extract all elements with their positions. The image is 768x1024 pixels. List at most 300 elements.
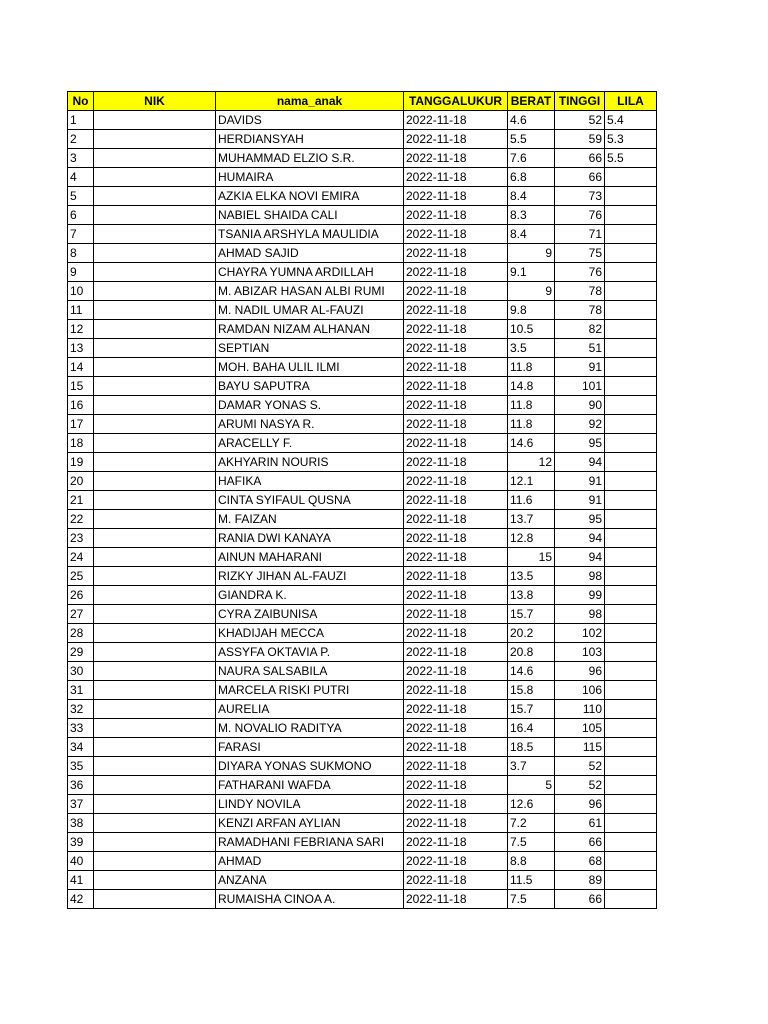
- cell-tanggalukur[interactable]: 2022-11-18: [404, 472, 508, 491]
- cell-nama-anak[interactable]: ASSYFA OKTAVIA P.: [216, 643, 404, 662]
- cell-tinggi[interactable]: 78: [555, 301, 605, 320]
- cell-no[interactable]: 6: [68, 206, 94, 225]
- cell-nik[interactable]: [94, 510, 216, 529]
- cell-berat[interactable]: 6.8: [508, 168, 555, 187]
- cell-nik[interactable]: [94, 282, 216, 301]
- cell-tanggalukur[interactable]: 2022-11-18: [404, 681, 508, 700]
- cell-nik[interactable]: [94, 890, 216, 909]
- cell-no[interactable]: 1: [68, 111, 94, 130]
- cell-tanggalukur[interactable]: 2022-11-18: [404, 833, 508, 852]
- cell-no[interactable]: 30: [68, 662, 94, 681]
- cell-no[interactable]: 14: [68, 358, 94, 377]
- header-nama-anak[interactable]: nama_anak: [216, 92, 404, 111]
- cell-nik[interactable]: [94, 567, 216, 586]
- cell-no[interactable]: 3: [68, 149, 94, 168]
- header-berat[interactable]: BERAT: [508, 92, 555, 111]
- cell-tanggalukur[interactable]: 2022-11-18: [404, 187, 508, 206]
- cell-nama-anak[interactable]: RIZKY JIHAN AL-FAUZI: [216, 567, 404, 586]
- cell-tinggi[interactable]: 91: [555, 358, 605, 377]
- cell-nama-anak[interactable]: DAVIDS: [216, 111, 404, 130]
- cell-nik[interactable]: [94, 757, 216, 776]
- cell-lila[interactable]: [605, 719, 657, 738]
- cell-nama-anak[interactable]: TSANIA ARSHYLA MAULIDIA: [216, 225, 404, 244]
- cell-nik[interactable]: [94, 263, 216, 282]
- cell-lila[interactable]: [605, 472, 657, 491]
- cell-tinggi[interactable]: 102: [555, 624, 605, 643]
- cell-berat[interactable]: 13.8: [508, 586, 555, 605]
- cell-tanggalukur[interactable]: 2022-11-18: [404, 510, 508, 529]
- cell-lila[interactable]: [605, 415, 657, 434]
- cell-nama-anak[interactable]: RAMADHANI FEBRIANA SARI: [216, 833, 404, 852]
- cell-tinggi[interactable]: 101: [555, 377, 605, 396]
- cell-nik[interactable]: [94, 852, 216, 871]
- cell-berat[interactable]: 11.8: [508, 396, 555, 415]
- cell-no[interactable]: 7: [68, 225, 94, 244]
- cell-tinggi[interactable]: 76: [555, 206, 605, 225]
- cell-tanggalukur[interactable]: 2022-11-18: [404, 339, 508, 358]
- cell-berat[interactable]: 9: [508, 244, 555, 263]
- cell-berat[interactable]: 15.8: [508, 681, 555, 700]
- cell-tinggi[interactable]: 51: [555, 339, 605, 358]
- cell-nama-anak[interactable]: SEPTIAN: [216, 339, 404, 358]
- cell-nik[interactable]: [94, 244, 216, 263]
- cell-lila[interactable]: [605, 434, 657, 453]
- cell-berat[interactable]: 15.7: [508, 700, 555, 719]
- cell-tinggi[interactable]: 103: [555, 643, 605, 662]
- cell-no[interactable]: 31: [68, 681, 94, 700]
- cell-lila[interactable]: [605, 643, 657, 662]
- cell-lila[interactable]: [605, 187, 657, 206]
- cell-berat[interactable]: 14.8: [508, 377, 555, 396]
- cell-lila[interactable]: [605, 605, 657, 624]
- cell-no[interactable]: 37: [68, 795, 94, 814]
- cell-berat[interactable]: 7.5: [508, 890, 555, 909]
- cell-nama-anak[interactable]: M. FAIZAN: [216, 510, 404, 529]
- cell-tinggi[interactable]: 91: [555, 472, 605, 491]
- header-no[interactable]: No: [68, 92, 94, 111]
- cell-tinggi[interactable]: 94: [555, 453, 605, 472]
- cell-lila[interactable]: [605, 320, 657, 339]
- cell-tinggi[interactable]: 76: [555, 263, 605, 282]
- cell-no[interactable]: 19: [68, 453, 94, 472]
- cell-nik[interactable]: [94, 225, 216, 244]
- cell-no[interactable]: 12: [68, 320, 94, 339]
- cell-tinggi[interactable]: 105: [555, 719, 605, 738]
- cell-lila[interactable]: [605, 358, 657, 377]
- cell-berat[interactable]: 8.4: [508, 187, 555, 206]
- cell-nama-anak[interactable]: M. ABIZAR HASAN ALBI RUMI: [216, 282, 404, 301]
- cell-no[interactable]: 38: [68, 814, 94, 833]
- cell-no[interactable]: 29: [68, 643, 94, 662]
- cell-tanggalukur[interactable]: 2022-11-18: [404, 738, 508, 757]
- cell-no[interactable]: 23: [68, 529, 94, 548]
- cell-berat[interactable]: 15: [508, 548, 555, 567]
- cell-berat[interactable]: 14.6: [508, 662, 555, 681]
- cell-nama-anak[interactable]: CINTA SYIFAUL QUSNA: [216, 491, 404, 510]
- cell-no[interactable]: 26: [68, 586, 94, 605]
- cell-nik[interactable]: [94, 814, 216, 833]
- header-tanggalukur[interactable]: TANGGALUKUR: [404, 92, 508, 111]
- cell-no[interactable]: 11: [68, 301, 94, 320]
- cell-tanggalukur[interactable]: 2022-11-18: [404, 149, 508, 168]
- cell-nik[interactable]: [94, 377, 216, 396]
- cell-nik[interactable]: [94, 434, 216, 453]
- cell-no[interactable]: 25: [68, 567, 94, 586]
- cell-nik[interactable]: [94, 738, 216, 757]
- cell-tinggi[interactable]: 95: [555, 434, 605, 453]
- cell-berat[interactable]: 8.3: [508, 206, 555, 225]
- cell-tinggi[interactable]: 110: [555, 700, 605, 719]
- cell-nama-anak[interactable]: KENZI ARFAN AYLIAN: [216, 814, 404, 833]
- cell-lila[interactable]: [605, 263, 657, 282]
- cell-nik[interactable]: [94, 339, 216, 358]
- cell-nama-anak[interactable]: LINDY NOVILA: [216, 795, 404, 814]
- cell-nik[interactable]: [94, 491, 216, 510]
- cell-no[interactable]: 35: [68, 757, 94, 776]
- cell-nama-anak[interactable]: FATHARANI WAFDA: [216, 776, 404, 795]
- cell-nama-anak[interactable]: AURELIA: [216, 700, 404, 719]
- cell-tinggi[interactable]: 96: [555, 662, 605, 681]
- cell-tinggi[interactable]: 89: [555, 871, 605, 890]
- cell-nik[interactable]: [94, 206, 216, 225]
- cell-berat[interactable]: 11.8: [508, 415, 555, 434]
- cell-nama-anak[interactable]: AHMAD: [216, 852, 404, 871]
- cell-no[interactable]: 24: [68, 548, 94, 567]
- cell-tanggalukur[interactable]: 2022-11-18: [404, 624, 508, 643]
- cell-tanggalukur[interactable]: 2022-11-18: [404, 662, 508, 681]
- cell-nik[interactable]: [94, 586, 216, 605]
- cell-tinggi[interactable]: 99: [555, 586, 605, 605]
- cell-lila[interactable]: [605, 890, 657, 909]
- cell-tanggalukur[interactable]: 2022-11-18: [404, 434, 508, 453]
- cell-lila[interactable]: 5.4: [605, 111, 657, 130]
- cell-nik[interactable]: [94, 472, 216, 491]
- cell-tinggi[interactable]: 52: [555, 111, 605, 130]
- cell-lila[interactable]: [605, 814, 657, 833]
- cell-lila[interactable]: [605, 757, 657, 776]
- cell-lila[interactable]: [605, 833, 657, 852]
- cell-berat[interactable]: 8.8: [508, 852, 555, 871]
- cell-nama-anak[interactable]: AKHYARIN NOURIS: [216, 453, 404, 472]
- cell-tanggalukur[interactable]: 2022-11-18: [404, 776, 508, 795]
- cell-tanggalukur[interactable]: 2022-11-18: [404, 358, 508, 377]
- cell-no[interactable]: 34: [68, 738, 94, 757]
- cell-no[interactable]: 10: [68, 282, 94, 301]
- cell-no[interactable]: 42: [68, 890, 94, 909]
- cell-nama-anak[interactable]: ARACELLY F.: [216, 434, 404, 453]
- cell-lila[interactable]: [605, 586, 657, 605]
- cell-lila[interactable]: [605, 339, 657, 358]
- cell-lila[interactable]: [605, 168, 657, 187]
- cell-tanggalukur[interactable]: 2022-11-18: [404, 263, 508, 282]
- cell-nik[interactable]: [94, 149, 216, 168]
- cell-no[interactable]: 39: [68, 833, 94, 852]
- cell-no[interactable]: 33: [68, 719, 94, 738]
- cell-nik[interactable]: [94, 187, 216, 206]
- cell-no[interactable]: 5: [68, 187, 94, 206]
- header-tinggi[interactable]: TINGGI: [555, 92, 605, 111]
- cell-tanggalukur[interactable]: 2022-11-18: [404, 225, 508, 244]
- cell-lila[interactable]: [605, 510, 657, 529]
- cell-lila[interactable]: [605, 396, 657, 415]
- cell-tanggalukur[interactable]: 2022-11-18: [404, 377, 508, 396]
- cell-berat[interactable]: 5.5: [508, 130, 555, 149]
- cell-berat[interactable]: 9.8: [508, 301, 555, 320]
- cell-no[interactable]: 2: [68, 130, 94, 149]
- cell-nik[interactable]: [94, 453, 216, 472]
- cell-tanggalukur[interactable]: 2022-11-18: [404, 700, 508, 719]
- cell-berat[interactable]: 18.5: [508, 738, 555, 757]
- cell-berat[interactable]: 16.4: [508, 719, 555, 738]
- cell-lila[interactable]: [605, 738, 657, 757]
- cell-berat[interactable]: 3.7: [508, 757, 555, 776]
- cell-tanggalukur[interactable]: 2022-11-18: [404, 206, 508, 225]
- cell-nik[interactable]: [94, 415, 216, 434]
- cell-tinggi[interactable]: 94: [555, 548, 605, 567]
- cell-nama-anak[interactable]: MOH. BAHA ULIL ILMI: [216, 358, 404, 377]
- cell-berat[interactable]: 8.4: [508, 225, 555, 244]
- cell-berat[interactable]: 7.6: [508, 149, 555, 168]
- cell-nik[interactable]: [94, 795, 216, 814]
- cell-tanggalukur[interactable]: 2022-11-18: [404, 529, 508, 548]
- cell-tanggalukur[interactable]: 2022-11-18: [404, 282, 508, 301]
- cell-nama-anak[interactable]: AINUN MAHARANI: [216, 548, 404, 567]
- cell-lila[interactable]: 5.5: [605, 149, 657, 168]
- cell-tinggi[interactable]: 78: [555, 282, 605, 301]
- cell-nik[interactable]: [94, 681, 216, 700]
- cell-berat[interactable]: 9.1: [508, 263, 555, 282]
- cell-tanggalukur[interactable]: 2022-11-18: [404, 548, 508, 567]
- cell-no[interactable]: 4: [68, 168, 94, 187]
- cell-berat[interactable]: 13.7: [508, 510, 555, 529]
- cell-nik[interactable]: [94, 301, 216, 320]
- cell-tinggi[interactable]: 106: [555, 681, 605, 700]
- cell-nama-anak[interactable]: CYRA ZAIBUNISA: [216, 605, 404, 624]
- cell-nama-anak[interactable]: CHAYRA YUMNA ARDILLAH: [216, 263, 404, 282]
- cell-tinggi[interactable]: 98: [555, 567, 605, 586]
- cell-berat[interactable]: 11.8: [508, 358, 555, 377]
- cell-tanggalukur[interactable]: 2022-11-18: [404, 852, 508, 871]
- cell-tanggalukur[interactable]: 2022-11-18: [404, 890, 508, 909]
- cell-tanggalukur[interactable]: 2022-11-18: [404, 301, 508, 320]
- cell-nama-anak[interactable]: MUHAMMAD ELZIO S.R.: [216, 149, 404, 168]
- cell-lila[interactable]: [605, 795, 657, 814]
- cell-nik[interactable]: [94, 605, 216, 624]
- cell-tanggalukur[interactable]: 2022-11-18: [404, 396, 508, 415]
- cell-tinggi[interactable]: 95: [555, 510, 605, 529]
- cell-tanggalukur[interactable]: 2022-11-18: [404, 415, 508, 434]
- cell-tanggalukur[interactable]: 2022-11-18: [404, 586, 508, 605]
- cell-lila[interactable]: [605, 776, 657, 795]
- cell-tinggi[interactable]: 52: [555, 757, 605, 776]
- cell-nama-anak[interactable]: DIYARA YONAS SUKMONO: [216, 757, 404, 776]
- cell-berat[interactable]: 7.5: [508, 833, 555, 852]
- cell-berat[interactable]: 10.5: [508, 320, 555, 339]
- cell-tinggi[interactable]: 66: [555, 149, 605, 168]
- cell-no[interactable]: 41: [68, 871, 94, 890]
- cell-tinggi[interactable]: 71: [555, 225, 605, 244]
- cell-nama-anak[interactable]: RANIA DWI KANAYA: [216, 529, 404, 548]
- cell-tinggi[interactable]: 73: [555, 187, 605, 206]
- cell-nik[interactable]: [94, 662, 216, 681]
- cell-nama-anak[interactable]: HAFIKA: [216, 472, 404, 491]
- cell-nama-anak[interactable]: NABIEL SHAIDA CALI: [216, 206, 404, 225]
- cell-no[interactable]: 16: [68, 396, 94, 415]
- cell-berat[interactable]: 12.8: [508, 529, 555, 548]
- cell-lila[interactable]: [605, 282, 657, 301]
- cell-tanggalukur[interactable]: 2022-11-18: [404, 814, 508, 833]
- cell-nik[interactable]: [94, 130, 216, 149]
- cell-nama-anak[interactable]: BAYU SAPUTRA: [216, 377, 404, 396]
- cell-tinggi[interactable]: 66: [555, 890, 605, 909]
- cell-lila[interactable]: [605, 662, 657, 681]
- cell-berat[interactable]: 12: [508, 453, 555, 472]
- cell-nama-anak[interactable]: MARCELA RISKI PUTRI: [216, 681, 404, 700]
- cell-lila[interactable]: [605, 244, 657, 263]
- cell-berat[interactable]: 7.2: [508, 814, 555, 833]
- cell-lila[interactable]: [605, 377, 657, 396]
- cell-lila[interactable]: [605, 301, 657, 320]
- cell-nik[interactable]: [94, 111, 216, 130]
- cell-tanggalukur[interactable]: 2022-11-18: [404, 320, 508, 339]
- cell-tanggalukur[interactable]: 2022-11-18: [404, 605, 508, 624]
- cell-tanggalukur[interactable]: 2022-11-18: [404, 111, 508, 130]
- cell-nik[interactable]: [94, 624, 216, 643]
- cell-nama-anak[interactable]: ARUMI NASYA R.: [216, 415, 404, 434]
- cell-tanggalukur[interactable]: 2022-11-18: [404, 795, 508, 814]
- cell-nik[interactable]: [94, 168, 216, 187]
- cell-no[interactable]: 28: [68, 624, 94, 643]
- cell-no[interactable]: 36: [68, 776, 94, 795]
- cell-berat[interactable]: 11.6: [508, 491, 555, 510]
- cell-nama-anak[interactable]: M. NOVALIO RADITYA: [216, 719, 404, 738]
- cell-nik[interactable]: [94, 529, 216, 548]
- cell-berat[interactable]: 9: [508, 282, 555, 301]
- cell-nama-anak[interactable]: AHMAD SAJID: [216, 244, 404, 263]
- cell-berat[interactable]: 15.7: [508, 605, 555, 624]
- cell-lila[interactable]: [605, 453, 657, 472]
- cell-nama-anak[interactable]: KHADIJAH MECCA: [216, 624, 404, 643]
- cell-nama-anak[interactable]: M. NADIL UMAR AL-FAUZI: [216, 301, 404, 320]
- cell-nik[interactable]: [94, 776, 216, 795]
- cell-lila[interactable]: 5.3: [605, 130, 657, 149]
- cell-lila[interactable]: [605, 491, 657, 510]
- cell-lila[interactable]: [605, 529, 657, 548]
- cell-nama-anak[interactable]: AZKIA ELKA NOVI EMIRA: [216, 187, 404, 206]
- cell-nik[interactable]: [94, 548, 216, 567]
- cell-lila[interactable]: [605, 871, 657, 890]
- cell-berat[interactable]: 12.6: [508, 795, 555, 814]
- cell-tinggi[interactable]: 91: [555, 491, 605, 510]
- cell-berat[interactable]: 5: [508, 776, 555, 795]
- cell-nama-anak[interactable]: FARASI: [216, 738, 404, 757]
- cell-tanggalukur[interactable]: 2022-11-18: [404, 453, 508, 472]
- cell-tinggi[interactable]: 82: [555, 320, 605, 339]
- cell-berat[interactable]: 13.5: [508, 567, 555, 586]
- cell-tinggi[interactable]: 68: [555, 852, 605, 871]
- cell-tanggalukur[interactable]: 2022-11-18: [404, 871, 508, 890]
- cell-no[interactable]: 40: [68, 852, 94, 871]
- cell-tinggi[interactable]: 66: [555, 833, 605, 852]
- cell-lila[interactable]: [605, 852, 657, 871]
- cell-nik[interactable]: [94, 700, 216, 719]
- cell-tanggalukur[interactable]: 2022-11-18: [404, 643, 508, 662]
- cell-nik[interactable]: [94, 320, 216, 339]
- cell-no[interactable]: 15: [68, 377, 94, 396]
- cell-lila[interactable]: [605, 206, 657, 225]
- cell-no[interactable]: 17: [68, 415, 94, 434]
- cell-lila[interactable]: [605, 548, 657, 567]
- cell-berat[interactable]: 11.5: [508, 871, 555, 890]
- cell-tinggi[interactable]: 52: [555, 776, 605, 795]
- cell-berat[interactable]: 20.8: [508, 643, 555, 662]
- cell-no[interactable]: 32: [68, 700, 94, 719]
- cell-nik[interactable]: [94, 871, 216, 890]
- cell-no[interactable]: 21: [68, 491, 94, 510]
- cell-berat[interactable]: 20.2: [508, 624, 555, 643]
- cell-no[interactable]: 8: [68, 244, 94, 263]
- cell-nama-anak[interactable]: DAMAR YONAS S.: [216, 396, 404, 415]
- cell-nik[interactable]: [94, 833, 216, 852]
- cell-nama-anak[interactable]: RAMDAN NIZAM ALHANAN: [216, 320, 404, 339]
- cell-tinggi[interactable]: 66: [555, 168, 605, 187]
- cell-tinggi[interactable]: 94: [555, 529, 605, 548]
- cell-nama-anak[interactable]: GIANDRA K.: [216, 586, 404, 605]
- cell-tanggalukur[interactable]: 2022-11-18: [404, 244, 508, 263]
- cell-berat[interactable]: 4.6: [508, 111, 555, 130]
- cell-berat[interactable]: 12.1: [508, 472, 555, 491]
- cell-tanggalukur[interactable]: 2022-11-18: [404, 168, 508, 187]
- cell-tanggalukur[interactable]: 2022-11-18: [404, 491, 508, 510]
- cell-nama-anak[interactable]: RUMAISHA CINOA A.: [216, 890, 404, 909]
- cell-tanggalukur[interactable]: 2022-11-18: [404, 719, 508, 738]
- cell-no[interactable]: 27: [68, 605, 94, 624]
- cell-lila[interactable]: [605, 567, 657, 586]
- cell-lila[interactable]: [605, 624, 657, 643]
- cell-nik[interactable]: [94, 719, 216, 738]
- cell-tanggalukur[interactable]: 2022-11-18: [404, 567, 508, 586]
- cell-nama-anak[interactable]: ANZANA: [216, 871, 404, 890]
- cell-nama-anak[interactable]: HUMAIRA: [216, 168, 404, 187]
- header-nik[interactable]: NIK: [94, 92, 216, 111]
- cell-tinggi[interactable]: 75: [555, 244, 605, 263]
- cell-no[interactable]: 9: [68, 263, 94, 282]
- cell-no[interactable]: 18: [68, 434, 94, 453]
- cell-berat[interactable]: 3.5: [508, 339, 555, 358]
- cell-nik[interactable]: [94, 396, 216, 415]
- cell-tinggi[interactable]: 61: [555, 814, 605, 833]
- cell-nama-anak[interactable]: HERDIANSYAH: [216, 130, 404, 149]
- cell-no[interactable]: 13: [68, 339, 94, 358]
- cell-no[interactable]: 20: [68, 472, 94, 491]
- header-lila[interactable]: LILA: [605, 92, 657, 111]
- cell-tinggi[interactable]: 90: [555, 396, 605, 415]
- cell-tinggi[interactable]: 92: [555, 415, 605, 434]
- cell-nama-anak[interactable]: NAURA SALSABILA: [216, 662, 404, 681]
- cell-tinggi[interactable]: 98: [555, 605, 605, 624]
- cell-berat[interactable]: 14.6: [508, 434, 555, 453]
- cell-lila[interactable]: [605, 225, 657, 244]
- cell-tanggalukur[interactable]: 2022-11-18: [404, 757, 508, 776]
- cell-tinggi[interactable]: 96: [555, 795, 605, 814]
- cell-lila[interactable]: [605, 700, 657, 719]
- cell-lila[interactable]: [605, 681, 657, 700]
- cell-tinggi[interactable]: 115: [555, 738, 605, 757]
- cell-tanggalukur[interactable]: 2022-11-18: [404, 130, 508, 149]
- cell-tinggi[interactable]: 59: [555, 130, 605, 149]
- cell-no[interactable]: 22: [68, 510, 94, 529]
- cell-nik[interactable]: [94, 643, 216, 662]
